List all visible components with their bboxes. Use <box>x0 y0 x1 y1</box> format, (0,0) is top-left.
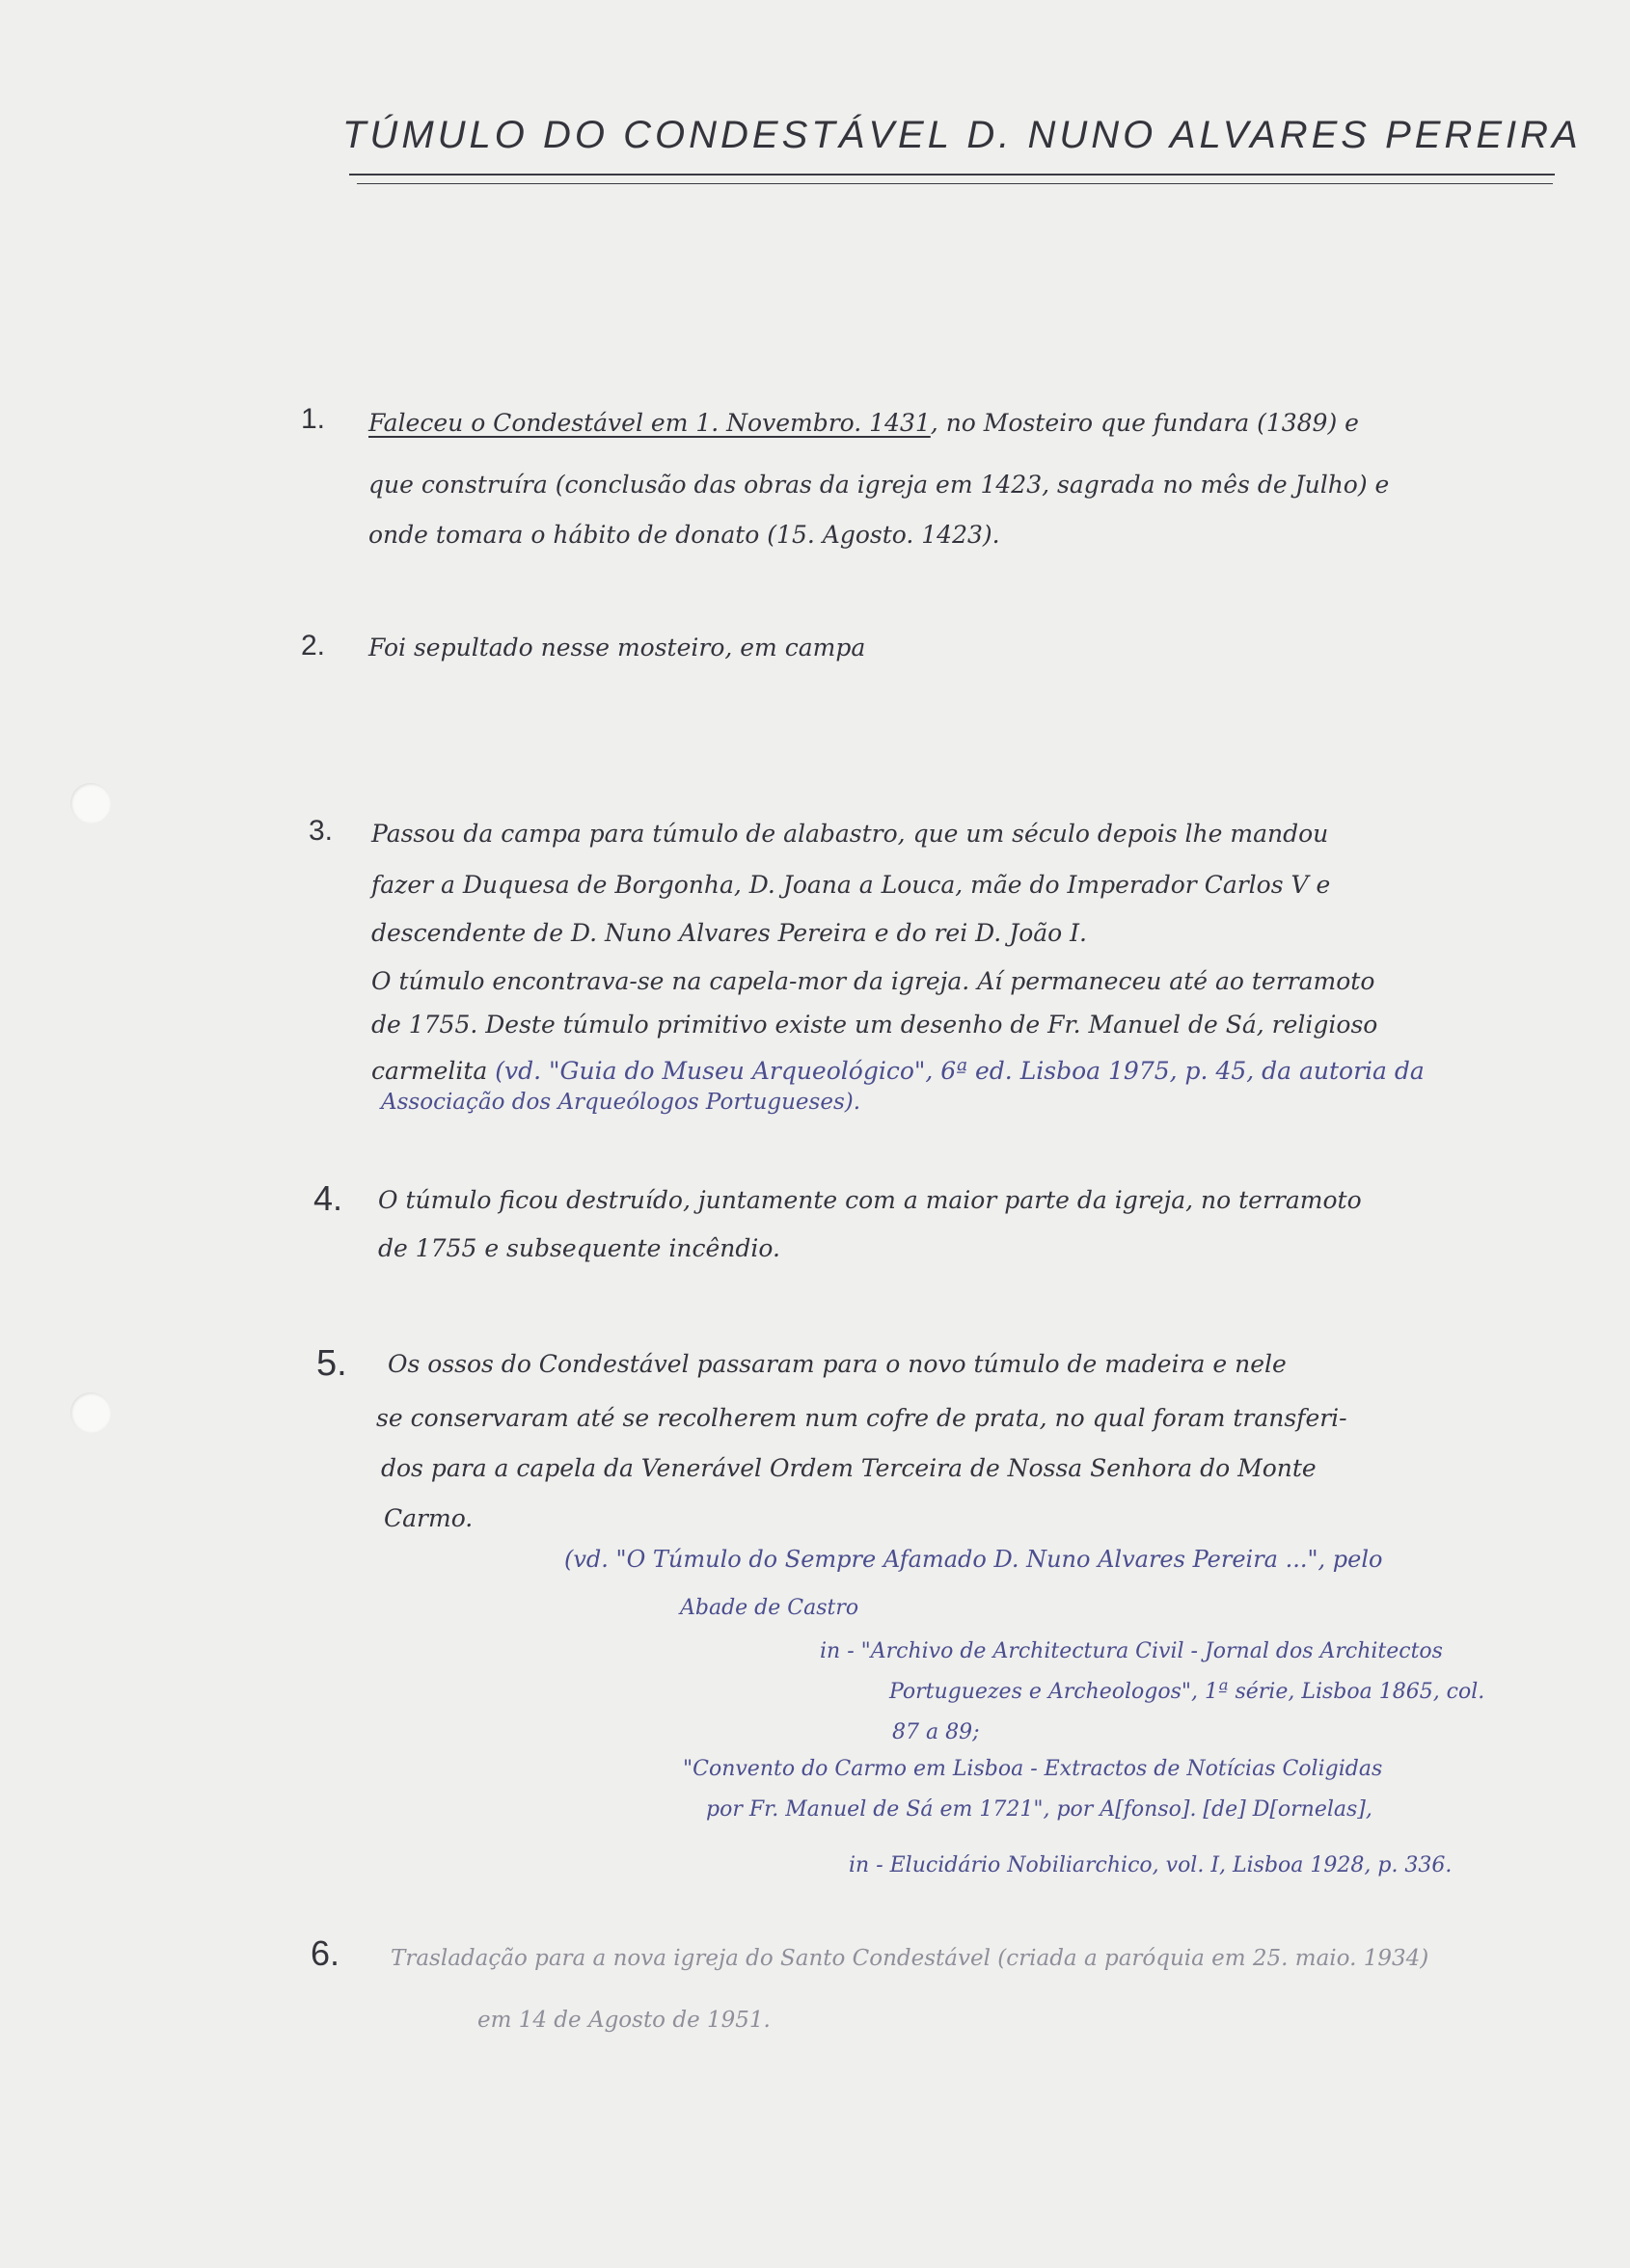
item-5-line-1: Os ossos do Condestável passaram para o novo túmulo de madeira e nele <box>388 1350 1287 1378</box>
punch-hole-top <box>70 783 111 824</box>
item-3-line-3: descendente de D. Nuno Alvares Pereira e do rei D. João I. <box>371 919 1087 947</box>
reference-line: in - Elucidário Nobiliarchico, vol. I, Lisboa 1928, p. 336. <box>849 1853 1453 1877</box>
title-underline-second <box>357 183 1553 184</box>
museum-guide-reference: (vd. "Guia do Museu Arqueológico", 6ª ed. Lisboa 1975, p. 45, da autoria da <box>487 1057 1425 1085</box>
item-3-line-4: O túmulo encontrava-se na capela-mor da igreja. Aí permaneceu até ao terramoto <box>371 967 1375 995</box>
item-number: 1. <box>301 403 326 435</box>
item-6-line-2: em 14 de Agosto de 1951. <box>477 2008 771 2033</box>
item-number: 3. <box>309 815 334 847</box>
item-4-line-1: O túmulo ficou destruído, juntamente com a maior parte da igreja, no terramoto <box>378 1186 1362 1214</box>
title-underline <box>349 174 1555 176</box>
item-6-line-1: Trasladação para a nova igreja do Santo Condestável (criada a paróquia em 25. maio. 1934) <box>391 1946 1429 1971</box>
reference-line: Portuguezes e Archeologos", 1ª série, Lisboa 1865, col. <box>889 1680 1485 1704</box>
item-5-line-2: se conservaram até se recolherem num cofre de prata, no qual foram transferi- <box>376 1404 1347 1432</box>
item-1-line-1: Faleceu o Condestável em 1. Novembro. 1431, no Mosteiro que fundara (1389) e <box>368 409 1359 437</box>
item-5-line-3: dos para a capela da Venerável Ordem Terceira de Nossa Senhora do Monte <box>381 1454 1317 1482</box>
reference-line: (vd. "O Túmulo do Sempre Afamado D. Nuno Alvares Pereira ...", pelo <box>564 1546 1383 1573</box>
death-date-underlined: Faleceu o Condestável em 1. Novembro. 1431 <box>368 409 931 437</box>
punch-hole-bottom <box>70 1392 111 1433</box>
reference-line: Abade de Castro <box>680 1596 859 1620</box>
item-3-line-7: Associação dos Arqueólogos Portugueses). <box>381 1090 861 1115</box>
item-3-line-6: carmelita (vd. "Guia do Museu Arqueológico", 6ª ed. Lisboa 1975, p. 45, da autoria da <box>371 1057 1425 1085</box>
reference-line: por Fr. Manuel de Sá em 1721", por A[fonso]. [de] D[ornelas], <box>706 1797 1372 1822</box>
item-1-line-3: onde tomara o hábito de donato (15. Agosto. 1423). <box>368 521 1000 549</box>
item-1-line-2: que construíra (conclusão das obras da igreja em 1423, sagrada no mês de Julho) e <box>368 471 1390 499</box>
item-5-line-4: Carmo. <box>384 1504 474 1532</box>
item-3-line-5: de 1755. Deste túmulo primitivo existe um desenho de Fr. Manuel de Sá, religioso <box>371 1011 1378 1039</box>
reference-line: in - "Archivo de Architectura Civil - Jornal dos Architectos <box>820 1639 1443 1663</box>
item-3-line-1: Passou da campa para túmulo de alabastro, que um século depois lhe mandou <box>371 820 1329 848</box>
item-4-line-2: de 1755 e subsequente incêndio. <box>378 1234 780 1262</box>
item-2-line-1: Foi sepultado nesse mosteiro, em campa <box>368 634 866 662</box>
item-number: 6. <box>311 1933 340 1973</box>
page-title: TÚMULO DO CONDESTÁVEL D. NUNO ALVARES PEREIRA <box>342 114 1582 156</box>
item-number: 5. <box>316 1343 347 1384</box>
item-3-line-2: fazer a Duquesa de Borgonha, D. Joana a Louca, mãe do Imperador Carlos V e <box>371 871 1331 899</box>
item-number: 4. <box>313 1178 343 1218</box>
reference-line: 87 a 89; <box>892 1720 980 1744</box>
item-number: 2. <box>301 630 326 662</box>
reference-line: "Convento do Carmo em Lisboa - Extractos de Notícias Coligidas <box>683 1757 1383 1781</box>
